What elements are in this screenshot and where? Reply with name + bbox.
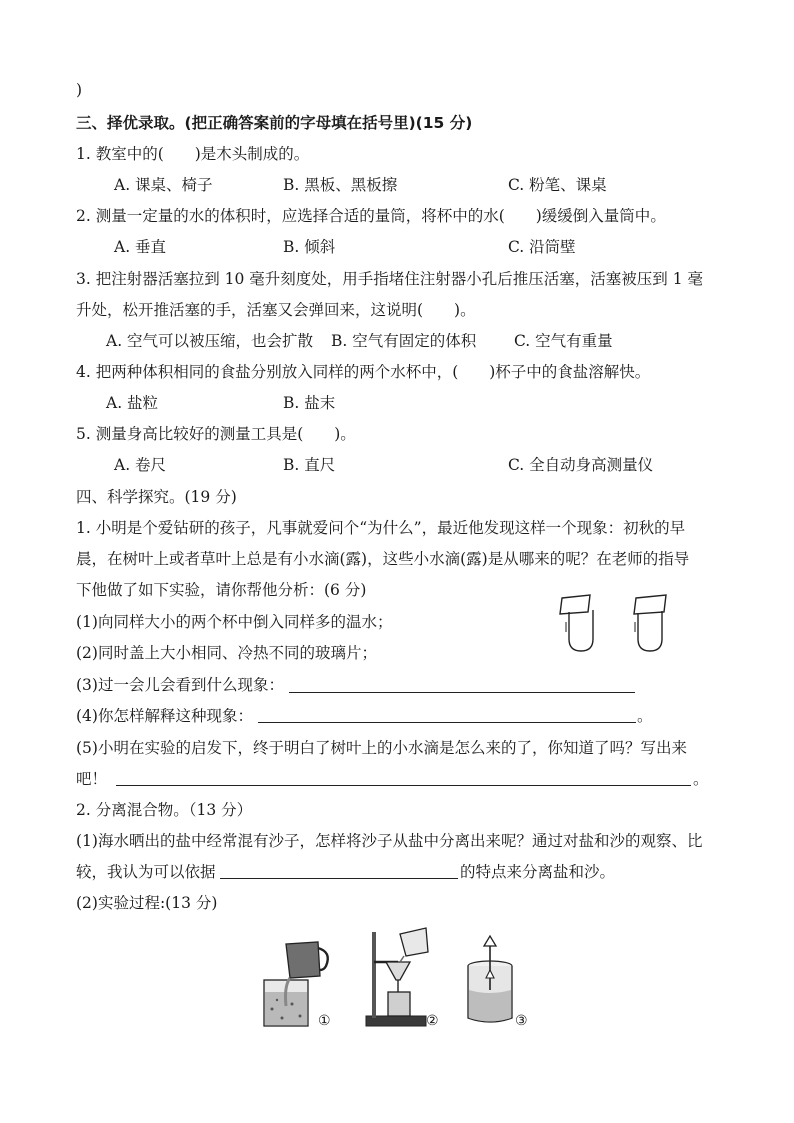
p1-line3: 下他做了如下实验，请你帮他分析：(6 分) [76,581,367,599]
p2-step1-line2a: 较，我认为可以依据 [76,863,216,881]
q3-stem-line2: 升处，松开推活塞的手，活塞又会弹回来，这说明( )。 [76,301,476,319]
q2-option-b: B. 倾斜 [283,238,336,256]
answer-line-basis[interactable] [220,878,458,879]
p1-step5-end: 。 [693,770,709,788]
p1-step5-line1: (5)小明在实验的启发下，终于明白了树叶上的小水滴是怎么来的了，你知道了吗？写出来 [76,739,687,757]
q1-option-a: A. 课桌、椅子 [114,176,213,194]
evaporate-figure [462,934,518,1026]
cup-right [638,611,662,651]
q4-option-b: B. 盐末 [283,394,336,412]
figure-label-1: ① [318,1013,331,1029]
q1-option-b: B. 黑板、黑板擦 [283,176,398,194]
glass-plate-left [560,595,590,614]
q4-option-a: A. 盐粒 [106,394,159,412]
answer-line-5[interactable] [116,785,691,786]
p2-title: 2. 分离混合物。（13 分） [76,801,253,819]
two-cups-figure [556,592,676,654]
q2-stem: 2. 测量一定量的水的体积时，应选择合适的量筒，将杯中的水( )缓缓倒入量筒中。 [76,207,666,225]
q4-stem: 4. 把两种体积相同的食盐分别放入同样的两个水杯中，( )杯子中的食盐溶解快。 [76,363,651,381]
q5-option-a: A. 卷尺 [114,456,167,474]
q2-option-c: C. 沿筒壁 [508,238,576,256]
p1-step3: (3)过一会儿会看到什么现象： [76,676,284,694]
q2-option-a: A. 垂直 [114,238,167,256]
p1-step4: (4)你怎样解释这种现象： [76,707,253,725]
p1-step1: (1)向同样大小的两个杯中倒入同样多的温水； [76,613,393,631]
q1-option-c: C. 粉笔、课桌 [508,176,607,194]
q5-option-b: B. 直尺 [283,456,336,474]
cup-left [569,610,593,651]
p1-step2: (2)同时盖上大小相同、冷热不同的玻璃片； [76,644,377,662]
q3-option-a: A. 空气可以被压缩，也会扩散 [106,332,314,350]
answer-line-3[interactable] [289,692,635,693]
section3-heading: 三、择优录取。(把正确答案前的字母填在括号里)(15 分) [76,114,473,132]
q5-stem: 5. 测量身高比较好的测量工具是( )。 [76,425,356,443]
section4-heading: 四、科学探究。(19 分) [76,488,237,506]
figure-label-2: ② [426,1013,439,1029]
glass-plate-right [634,595,666,614]
p2-step2: (2)实验过程:(13 分) [76,894,218,912]
answer-line-4[interactable] [258,722,636,723]
q5-option-c: C. 全自动身高测量仪 [508,456,654,474]
p1-line1: 1. 小明是个爱钻研的孩子，凡事就爱问个“为什么”，最近他发现这样一个现象：初秋的早 [76,519,686,537]
leading-paren: ) [76,81,83,99]
p1-line2: 晨，在树叶上或者草叶上总是有小水滴(露)，这些小水滴(露)是从哪来的呢？在老师的指导 [76,550,690,568]
q1-stem: 1. 教室中的( )是木头制成的。 [76,145,310,163]
figure-label-3: ③ [515,1013,528,1029]
q3-option-c: C. 空气有重量 [514,332,613,350]
p1-step5-line2: 吧！ [76,770,108,788]
p2-step1-line1: (1)海水晒出的盐中经常混有沙子，怎样将沙子从盐中分离出来呢？通过对盐和沙的观察、比 [76,832,703,850]
q3-stem-line1: 3. 把注射器活塞拉到 10 毫升刻度处，用手指堵住注射器小孔后推压活塞，活塞被压到 1 毫 [76,270,704,288]
p2-step1-line2b: 的特点来分离盐和沙。 [460,863,616,881]
p1-step4-end: 。 [637,707,653,725]
q3-option-b: B. 空气有固定的体积 [331,332,477,350]
